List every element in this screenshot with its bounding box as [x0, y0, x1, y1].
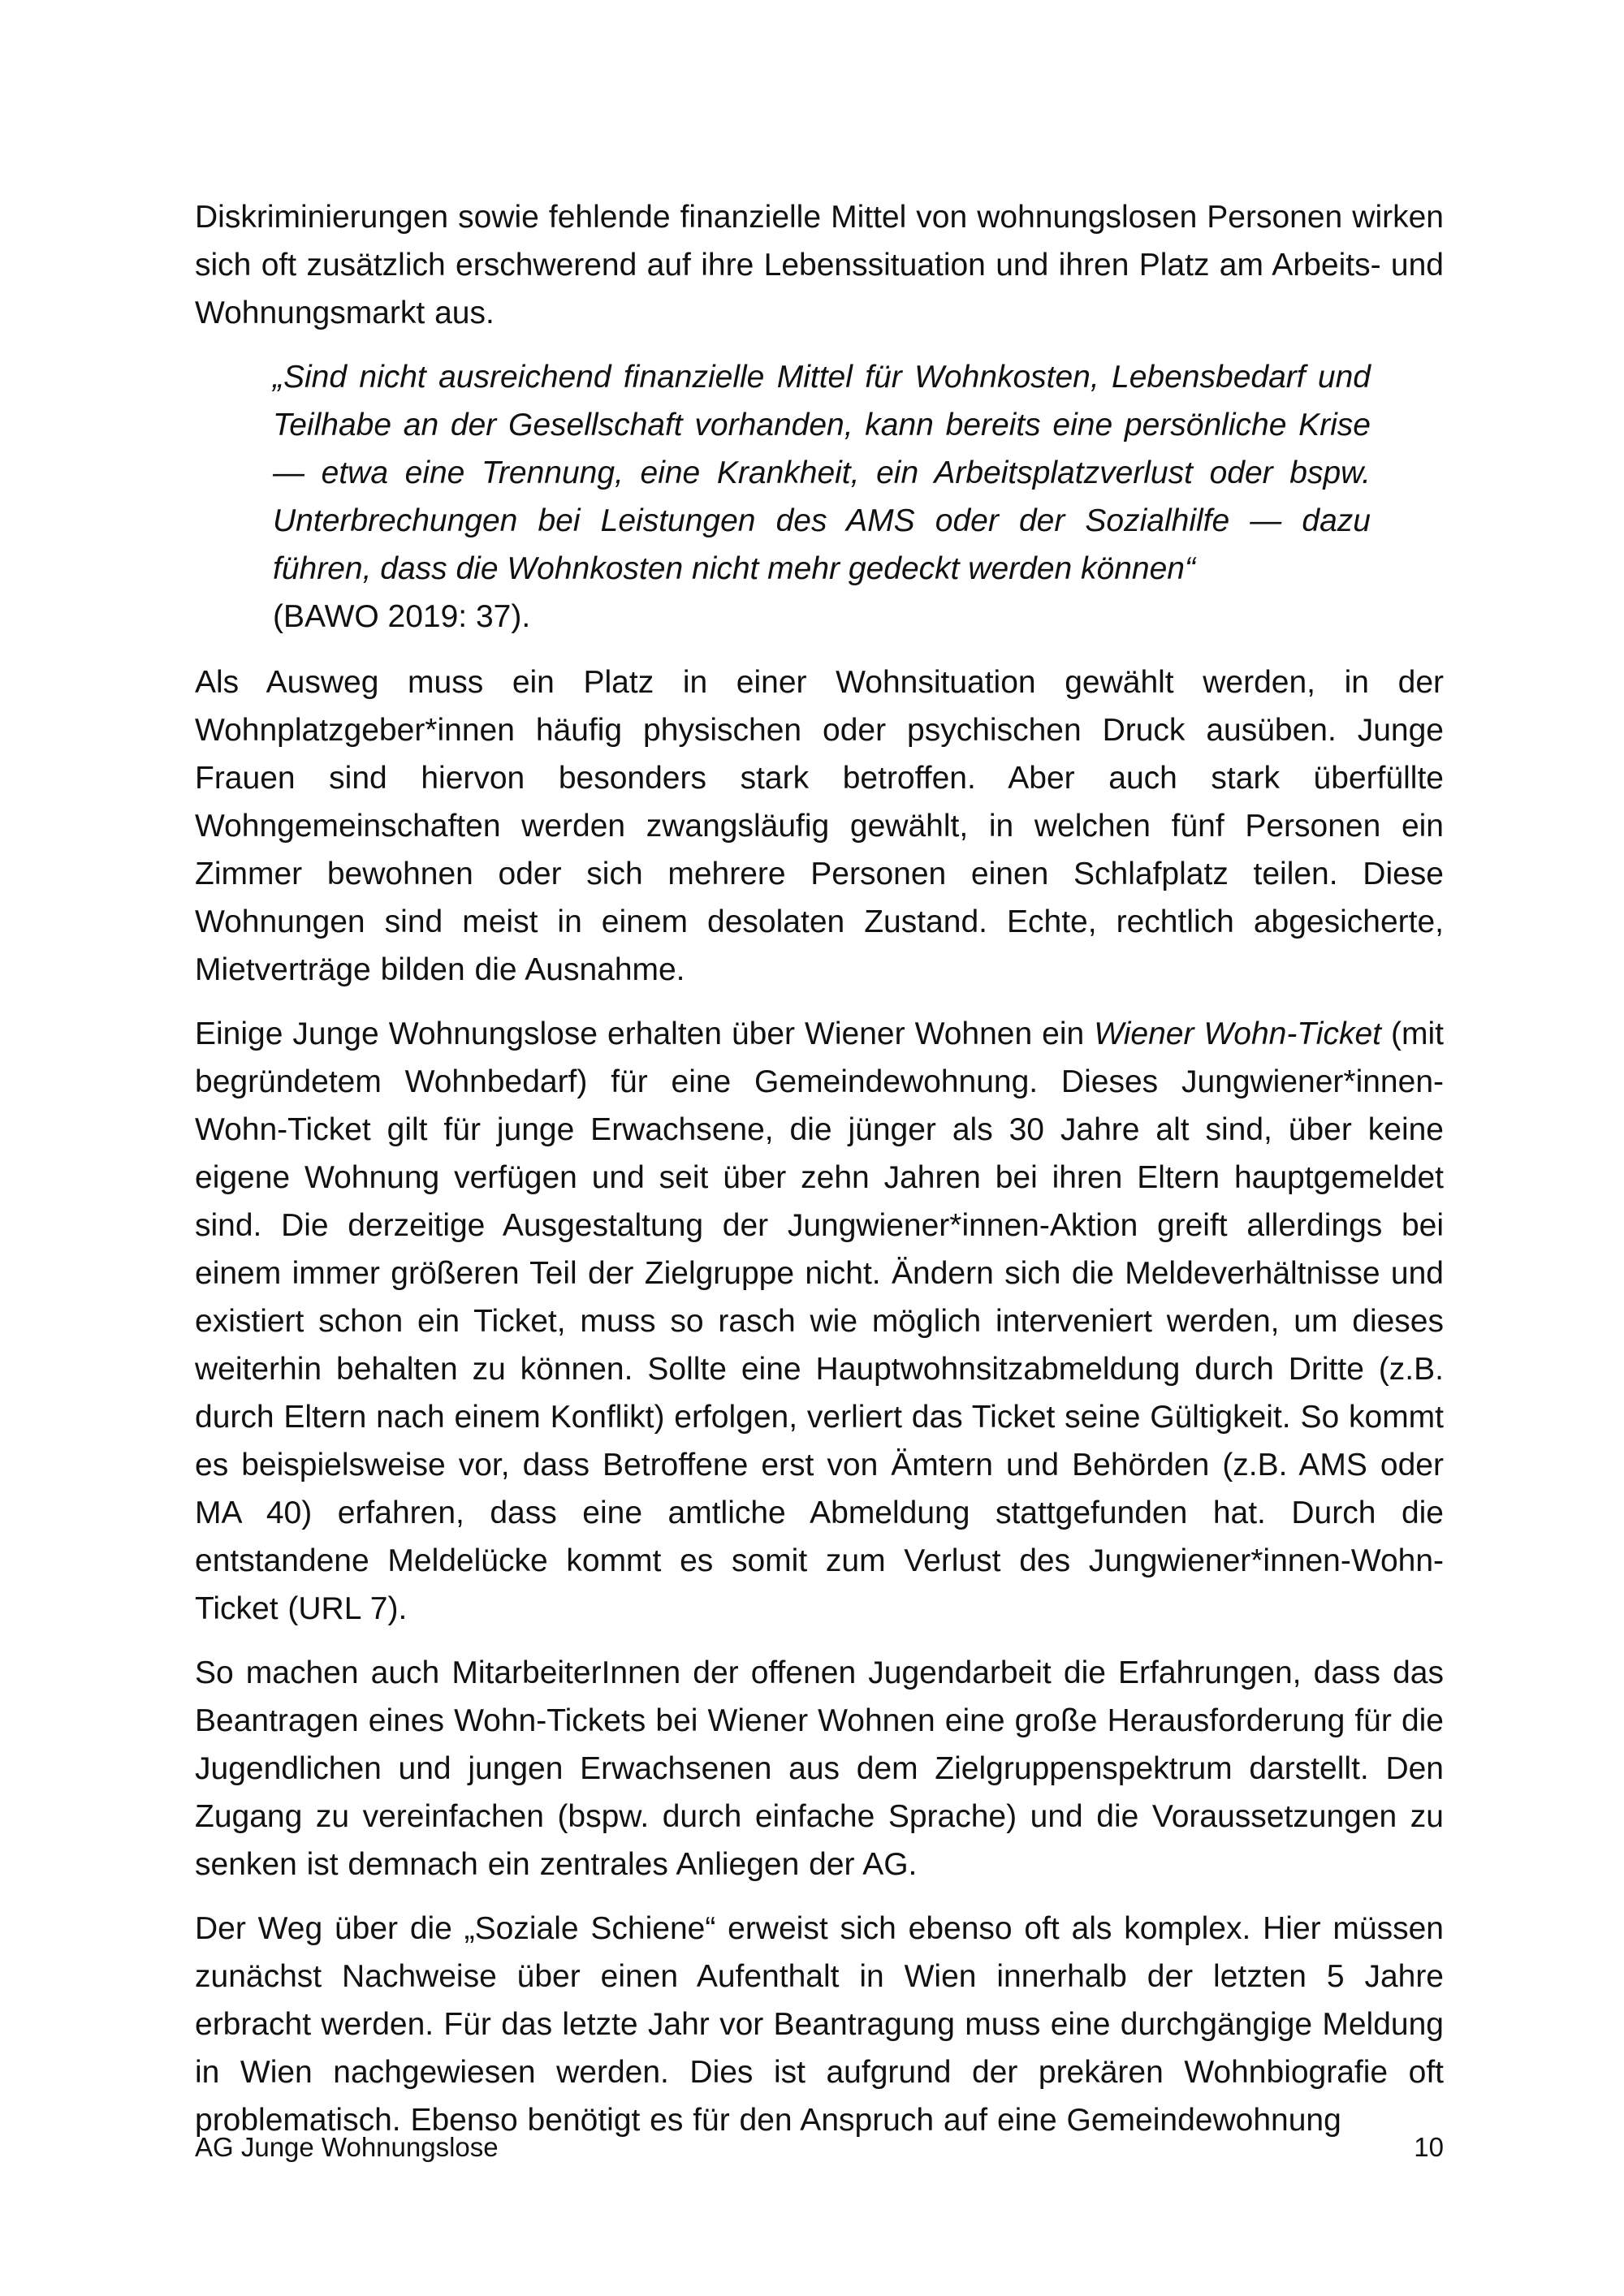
block-quote: [195, 353, 1444, 641]
footer-title: AG Junge Wohnungslose: [195, 2132, 499, 2162]
page-body: [195, 193, 1444, 2160]
paragraph-soziale-schiene: Der Weg über die „Soziale Schiene“ erweist sich ebenso oft als komplex. Hier müssen zunächst Nachweise über einen Aufenthalt in Wien innerhalb der letzten 5 Jahre erbracht werden. Für das letzte Jahr vor Beantragung muss eine durchgängige Meldung in Wien nachgewiesen werden. Dies ist aufgrund der prekären Wohnbiografie oft problematisch. Ebenso benötigt es für den Anspruch auf eine Gemeindewohnung: [195, 1911, 1444, 2138]
paragraph-wohn-ticket-start: Einige Junge Wohnungslose erhalten über Wiener Wohnen ein: [195, 1016, 1095, 1051]
paragraph-intro: Diskriminierungen sowie fehlende finanzielle Mittel von wohnungslosen Personen wirken sich oft zusätzlich erschwerend auf ihre Lebenssituation und ihren Platz am Arbeits- und Wohnungsmarkt aus.: [195, 200, 1444, 330]
paragraph-wohn-ticket-rest: (mit begründetem Wohnbedarf) für eine Gemeindewohnung. Dieses Jungwiener*innen-Wohn-Ticket gilt für junge Erwachsene, die jünger als 30 Jahre alt sind, über keine eigene Wohnung verfügen und seit über zehn Jahren bei ihren Eltern hauptgemeldet sind. Die derzeitige Ausgestaltung der Jungwiener*innen-Aktion greift allerdings bei einem immer größeren Teil der Zielgruppe nicht. Ändern sich die Meldeverhältnisse und existiert schon ein Ticket, muss so rasch wie möglich interveniert werden, um dieses weiterhin behalten zu können. Sollte eine Hauptwohnsitzabmeldung durch Dritte (z.B. durch Eltern nach einem Konflikt) erfolgen, verliert das Ticket seine Gültigkeit. So kommt es beispielsweise vor, dass Betroffene erst von Ämtern und Behörden (z.B. AMS oder MA 40) erfahren, dass eine amtliche Abmeldung stattgefunden hat. Durch die entstandene Meldelücke kommt es somit zum Verlust des Jungwiener*innen-Wohn-Ticket (URL 7).: [195, 1016, 1445, 1626]
paragraph-ausweg: Als Ausweg muss ein Platz in einer Wohnsituation gewählt werden, in der Wohnplatzgeber*innen häufig physischen oder psychischen Druck ausüben. Junge Frauen sind hiervon besonders stark betroffen. Aber auch stark überfüllte Wohngemeinschaften werden zwangsläufig gewählt, in welchen fünf Personen ein Zimmer bewohnen oder sich mehrere Personen einen Schlafplatz teilen. Diese Wohnungen sind meist in einem desolaten Zustand. Echte, rechtlich abgesicherte, Mietverträge bilden die Ausnahme.: [195, 665, 1444, 987]
paragraph-wohn-ticket: [195, 1010, 1444, 1633]
wohn-ticket-emphasis: Wiener Wohn-Ticket: [1094, 1016, 1381, 1051]
quote-citation: (BAWO 2019: 37).: [273, 599, 531, 634]
quote-text: „Sind nicht ausreichend finanzielle Mittel für Wohnkosten, Lebensbedarf und Teilhabe an der Gesellschaft vorhanden, kann bereits eine persönliche Krise — etwa eine Trennung, eine Krankheit, ein Arbeitsplatzverlust oder bspw. Unterbrechungen bei Leistungen des AMS oder der Sozialhilfe — dazu führen, dass die Wohnkosten nicht mehr gedeckt werden können“: [273, 360, 1371, 586]
paragraph-mitarbeiter: So machen auch MitarbeiterInnen der offenen Jugendarbeit die Erfahrungen, dass das Beantragen eines Wohn-Tickets bei Wiener Wohnen eine große Herausforderung für die Jugendlichen und jungen Erwachsenen aus dem Zielgruppenspektrum darstellt. Den Zugang zu vereinfachen (bspw. durch einfache Sprache) und die Voraussetzungen zu senken ist demnach ein zentrales Anliegen der AG.: [195, 1655, 1444, 1882]
page-number: 10: [1414, 2132, 1444, 2162]
